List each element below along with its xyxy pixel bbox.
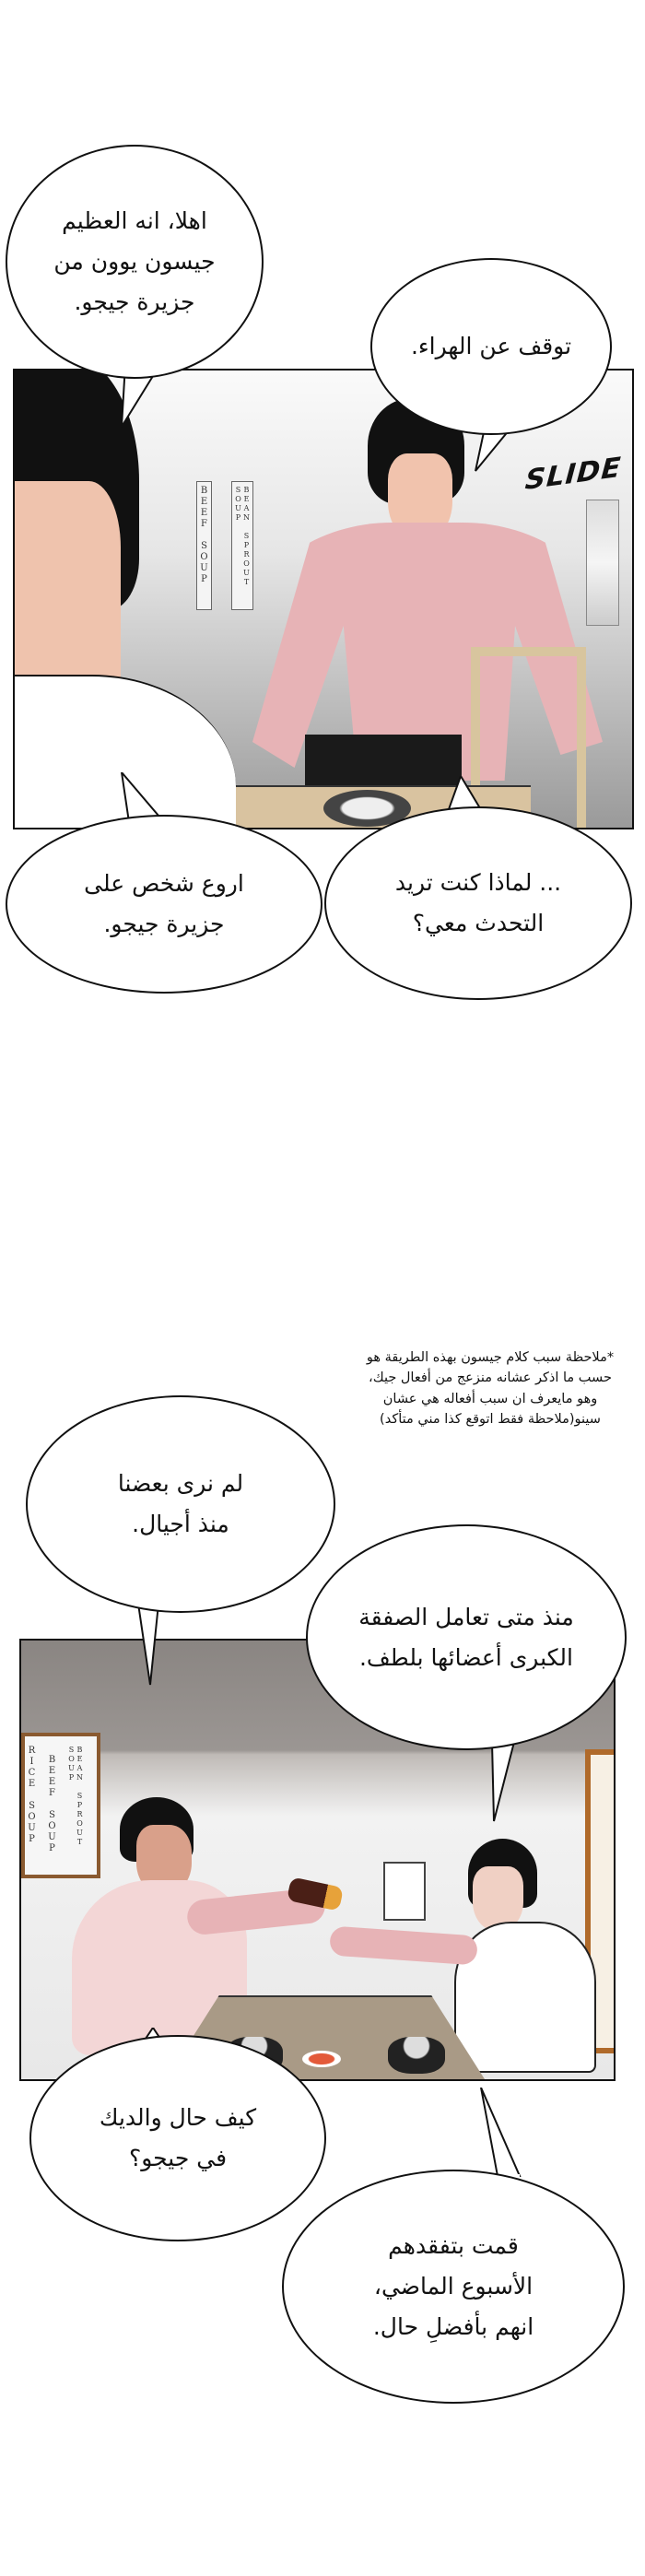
speech-bubble-7	[29, 2035, 326, 2241]
comic-panel-1	[13, 369, 634, 829]
bubble-tail-6	[488, 1742, 525, 1825]
translator-note: *ملاحظة سبب كلام جيسون بهذه الطريقة هو حسب ما اذكر عشانه منزعج من أفعال جيك، وهو مايعرف ان سبب أفعاله هي عشان سينو(ملاحظة فقط اتوقع كذا مني متأكد)	[366, 1350, 615, 1428]
right-man-arm	[329, 1925, 478, 1965]
bubble-text: كيف حال والديك في جيجو؟	[99, 2104, 257, 2171]
menu-sign-bean-sprout-soup: BEAN SPROUT SOUP	[231, 481, 253, 610]
bubble-text: منذ متى تعامل الصفقة الكبرى أعضائها بلطف.	[358, 1603, 574, 1671]
bubble-text: قمت بتفقدهم الأسبوع الماضي، انهم بأفضلِ حال.	[372, 2232, 534, 2340]
speech-bubble-3	[6, 815, 322, 994]
kimchi-dish	[302, 2051, 341, 2067]
speech-bubble-4	[324, 806, 632, 1000]
speech-bubble-2	[370, 258, 612, 435]
wall-frame	[383, 1862, 426, 1921]
menu-sign-beef-soup: BEEF SOUP	[196, 481, 212, 610]
speech-bubble-8	[282, 2170, 625, 2404]
foreground-man-neck	[15, 481, 121, 702]
sfx-slide: SLIDE	[523, 452, 623, 497]
bubble-text: ... لماذا كنت تريد التحدث معي؟	[394, 869, 562, 936]
bubble-text: توقف عن الهراء.	[410, 333, 572, 360]
bubble-text: لم نرى بعضنا منذ أجيال.	[117, 1470, 244, 1537]
speech-bubble-5	[26, 1395, 335, 1613]
bubble-tail-5	[136, 1604, 173, 1687]
soup-pot-right	[388, 2037, 445, 2074]
menu-sign-beef-soup: BEEF SOUP	[47, 1755, 57, 1854]
bubble-tail-8	[479, 2088, 525, 2180]
menu-sign-bean-sprout-soup: BEAN SPROUT SOUP	[67, 1746, 84, 1847]
bubble-text: اروع شخص على جزيرة جيجو.	[84, 870, 244, 937]
wall-poster	[586, 500, 619, 626]
speech-bubble-6	[306, 1524, 627, 1750]
menu-sign-rice-soup: RICE SOUP	[27, 1746, 37, 1845]
speech-bubble-1	[6, 145, 264, 379]
bubble-text: اهلا، انه العظيم جيسون يوون من جزيرة جيجو.	[53, 207, 216, 315]
